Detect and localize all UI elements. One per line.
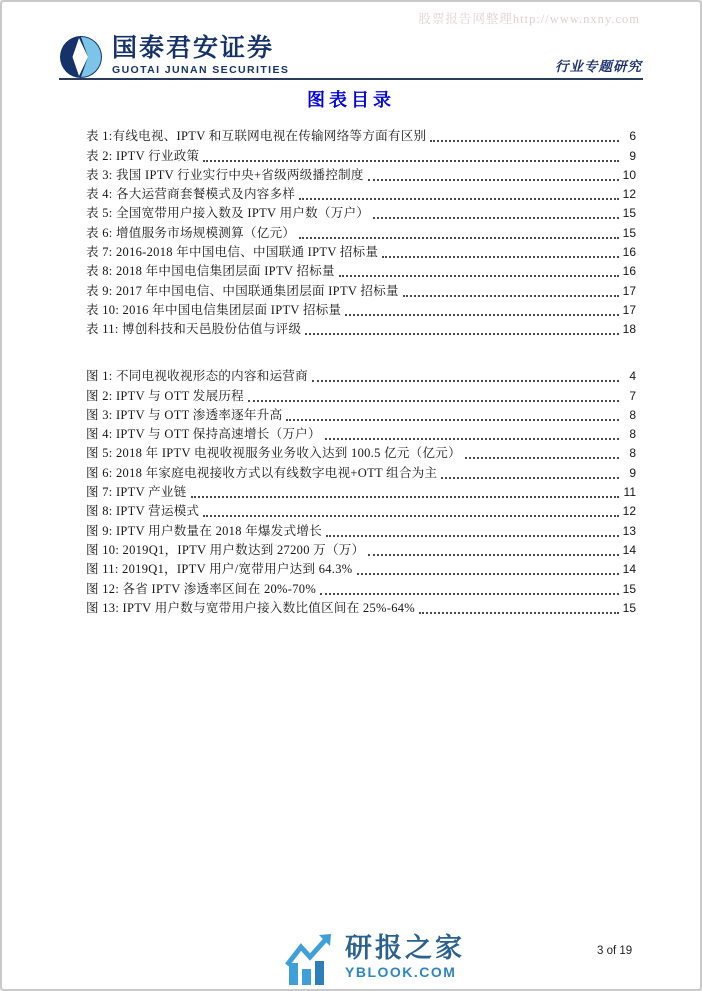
toc-entry-label: 图 1: 不同电视收视形态的内容和运营商 xyxy=(86,369,308,384)
toc-entry-page: 14 xyxy=(622,542,636,557)
yblook-chart-icon xyxy=(285,933,337,985)
dot-leader xyxy=(419,612,619,614)
toc-entry-page: 12 xyxy=(622,504,636,519)
footer-text-block xyxy=(345,933,465,980)
toc-entry-label: 图 2: IPTV 与 OTT 发展历程 xyxy=(86,388,244,403)
toc-entry-figure-13[interactable] xyxy=(86,598,636,617)
toc-entry-label: 表 6: 增值服务市场规模测算（亿元） xyxy=(86,225,296,240)
dot-leader xyxy=(382,256,619,258)
dot-leader xyxy=(312,380,619,382)
toc-entry-table-7[interactable] xyxy=(86,242,636,261)
toc-entry-label: 图 10: 2019Q1，IPTV 用户数达到 27200 万（万） xyxy=(86,542,365,557)
dot-leader xyxy=(465,457,619,459)
toc-entry-figure-1[interactable] xyxy=(86,366,636,385)
toc-entry-label: 图 12: 各省 IPTV 渗透率区间在 20%-70% xyxy=(86,581,317,596)
dot-leader xyxy=(299,198,619,200)
dot-leader xyxy=(441,477,619,479)
toc-entry-figure-2[interactable] xyxy=(86,385,636,404)
toc-entry-page: 16 xyxy=(622,264,636,279)
toc-entry-figure-12[interactable] xyxy=(86,578,636,597)
toc-entry-page: 8 xyxy=(629,427,636,442)
page-number-indicator: 3 of 19 xyxy=(597,945,633,957)
dot-leader xyxy=(299,237,619,239)
toc-entry-page: 13 xyxy=(622,523,636,538)
dot-leader xyxy=(339,275,619,277)
toc-figures-list xyxy=(86,366,636,617)
toc-entry-label: 表 1:有线电视、IPTV 和互联网电视在传输网络等方面有区别 xyxy=(86,129,427,144)
dot-leader xyxy=(326,535,619,537)
toc-entry-label: 表 5: 全国宽带用户接入数及 IPTV 用户数（万户） xyxy=(86,206,370,221)
toc-entry-table-8[interactable] xyxy=(86,261,636,280)
toc-entry-label: 表 8: 2018 年中国电信集团层面 IPTV 招标量 xyxy=(86,264,335,279)
footer-brand-cn: 研报之家 xyxy=(345,933,465,963)
toc-entry-page: 4 xyxy=(629,369,636,384)
toc-tables-list xyxy=(86,126,636,338)
brand-name-en: GUOTAI JUNAN SECURITIES xyxy=(112,64,290,76)
toc-entry-page: 12 xyxy=(622,187,636,202)
toc-entry-page: 16 xyxy=(622,245,636,260)
toc-entry-label: 表 9: 2017 年中国电信、中国联通集团层面 IPTV 招标量 xyxy=(86,283,399,298)
toc-entry-label: 表 11: 博创科技和天邑股份估值与评级 xyxy=(86,322,302,337)
toc-entry-page: 15 xyxy=(622,225,636,240)
toc-entry-label: 图 11: 2019Q1，IPTV 用户/宽带用户达到 64.3% xyxy=(86,562,353,577)
toc-entry-label: 图 3: IPTV 与 OTT 渗透率逐年升高 xyxy=(86,407,283,422)
toc-entry-table-1[interactable] xyxy=(86,126,636,145)
dot-leader xyxy=(430,140,619,142)
toc-entry-table-3[interactable] xyxy=(86,165,636,184)
toc-entry-figure-8[interactable] xyxy=(86,501,636,520)
watermark-text: 股票报告网整理http://www.nxny.com xyxy=(418,12,640,26)
dot-leader xyxy=(357,573,620,575)
toc-entry-page: 7 xyxy=(629,388,636,403)
toc-entry-label: 图 8: IPTV 营运模式 xyxy=(86,504,200,519)
toc-entry-page: 8 xyxy=(629,446,636,461)
toc-entry-table-4[interactable] xyxy=(86,184,636,203)
dot-leader xyxy=(203,515,619,517)
page-title: 图表目录 xyxy=(307,90,395,110)
toc-entry-table-5[interactable] xyxy=(86,203,636,222)
toc-entry-page: 17 xyxy=(622,283,636,298)
toc-entry-figure-3[interactable] xyxy=(86,405,636,424)
guotai-junan-logo-icon xyxy=(59,35,103,79)
toc-entry-page: 6 xyxy=(629,129,636,144)
toc-entry-table-11[interactable] xyxy=(86,319,636,338)
toc-entry-figure-11[interactable] xyxy=(86,559,636,578)
report-type-label: 行业专题研究 xyxy=(555,59,642,74)
toc-entry-page: 15 xyxy=(622,600,636,615)
toc-entry-label: 表 2: IPTV 行业政策 xyxy=(86,148,200,163)
toc-entry-page: 10 xyxy=(622,167,636,182)
brand-logo xyxy=(59,35,289,79)
toc-entry-page: 11 xyxy=(623,485,636,500)
toc-entry-table-10[interactable] xyxy=(86,300,636,319)
toc-entry-label: 表 7: 2016-2018 年中国电信、中国联通 IPTV 招标量 xyxy=(86,245,379,260)
toc-entry-label: 图 5: 2018 年 IPTV 电视收视服务业务收入达到 100.5 亿元（亿元） xyxy=(86,446,461,461)
toc-entry-figure-4[interactable] xyxy=(86,424,636,443)
toc-entry-page: 18 xyxy=(622,322,636,337)
toc-entry-label: 图 9: IPTV 用户数量在 2018 年爆发式增长 xyxy=(86,523,322,538)
dot-leader xyxy=(320,593,619,595)
toc-entry-page: 15 xyxy=(622,206,636,221)
dot-leader xyxy=(368,554,619,556)
toc-entry-figure-6[interactable] xyxy=(86,462,636,481)
toc-entry-label: 表 10: 2016 年中国电信集团层面 IPTV 招标量 xyxy=(86,302,342,317)
toc-entry-label: 图 6: 2018 年家庭电视接收方式以有线数字电视+OTT 组合为主 xyxy=(86,465,438,480)
toc-entry-label: 图 13: IPTV 用户数与宽带用户接入数比值区间在 25%-64% xyxy=(86,600,416,615)
toc-entry-figure-9[interactable] xyxy=(86,520,636,539)
dot-leader xyxy=(191,496,619,498)
toc-entry-page: 14 xyxy=(622,562,636,577)
toc-entry-table-9[interactable] xyxy=(86,280,636,299)
toc-entry-figure-7[interactable] xyxy=(86,482,636,501)
dot-leader xyxy=(286,419,619,421)
dot-leader xyxy=(373,217,619,219)
toc-entry-label: 表 3: 我国 IPTV 行业实行中央+省级两级播控制度 xyxy=(86,167,364,182)
dot-leader xyxy=(368,179,619,181)
toc-entry-page: 15 xyxy=(622,581,636,596)
toc-entry-table-6[interactable] xyxy=(86,222,636,241)
dot-leader xyxy=(325,438,619,440)
toc-entry-page: 9 xyxy=(629,465,636,480)
brand-text-block xyxy=(112,35,289,76)
dot-leader xyxy=(248,400,619,402)
toc-entry-page: 8 xyxy=(629,407,636,422)
toc-entry-label: 图 4: IPTV 与 OTT 保持高速增长（万户） xyxy=(86,427,321,442)
toc-entry-page: 9 xyxy=(629,148,636,163)
toc-entry-label: 表 4: 各大运营商套餐模式及内容多样 xyxy=(86,187,296,202)
dot-leader xyxy=(305,333,619,335)
brand-name-cn: 国泰君安证券 xyxy=(112,34,275,62)
toc-entry-page: 17 xyxy=(622,302,636,317)
toc-entry-figure-10[interactable] xyxy=(86,540,636,559)
dot-leader xyxy=(403,295,619,297)
toc-entry-figure-5[interactable] xyxy=(86,443,636,462)
toc-entry-table-2[interactable] xyxy=(86,145,636,164)
header-divider xyxy=(59,78,643,80)
dot-leader xyxy=(345,314,619,316)
toc-entry-label: 图 7: IPTV 产业链 xyxy=(86,485,187,500)
footer-brand-en: YBLOOK.COM xyxy=(345,964,457,980)
dot-leader xyxy=(203,160,619,162)
footer-logo xyxy=(285,933,465,985)
